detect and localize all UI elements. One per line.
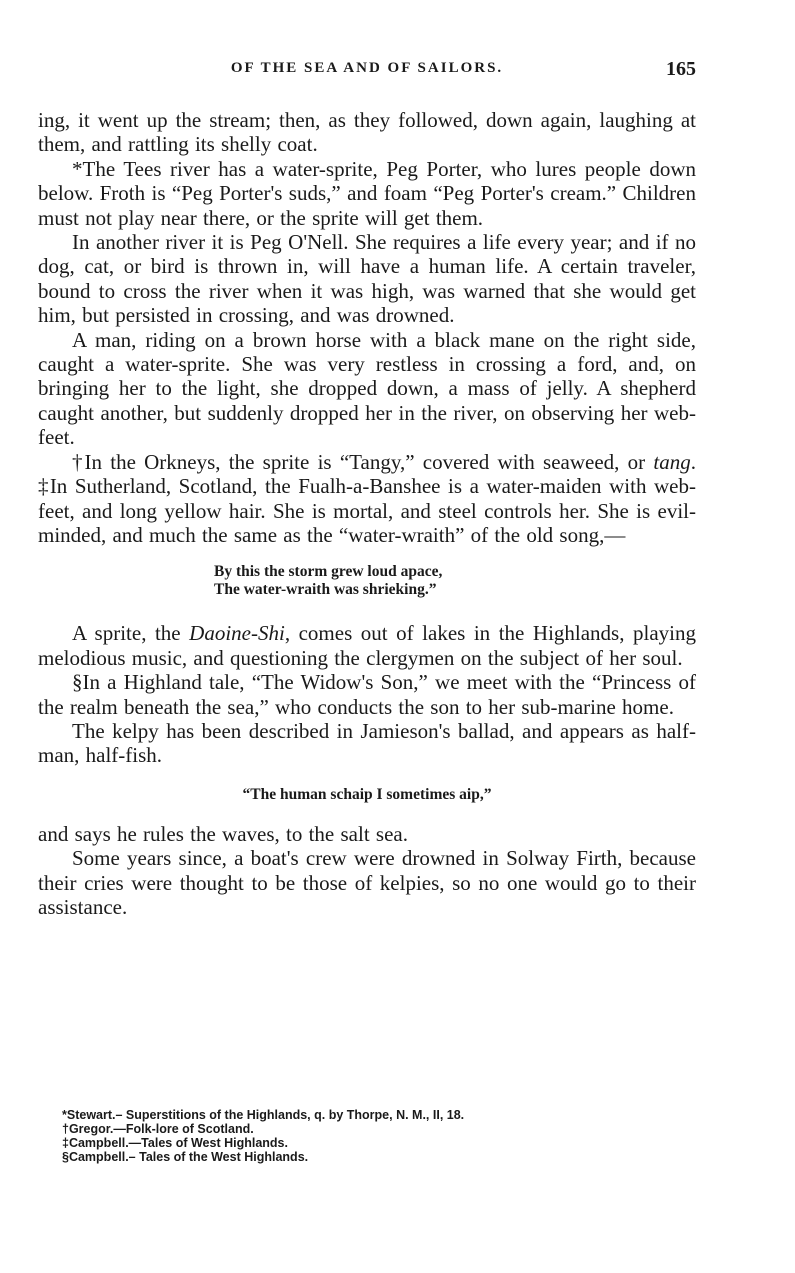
page-body [38, 108, 696, 919]
footnote-3: ‡Campbell.—Tales of West Highlands. [62, 1136, 288, 1150]
verse-line-2: The water-wraith was shrieking.” [214, 581, 437, 599]
running-title: OF THE SEA AND OF SAILORS. [230, 60, 504, 76]
paragraph-8: The kelpy has been described in Jamieson's ballad, and appears as half-man, half-fish. [38, 718, 696, 768]
paragraph-6 [38, 621, 696, 670]
footnote-1: *Stewart.– Superstitions of the Highlands, q. by Thorpe, N. M., II, 18. [62, 1108, 465, 1122]
paragraph-6-emphasis: Daoine-Shi [189, 621, 285, 646]
paragraph-6-text-a: A sprite, the [72, 621, 190, 646]
footnote-2: †Gregor.—Folk-lore of Scotland. [62, 1122, 254, 1136]
paragraph-5-text-a: †In the Orkneys, the sprite is “Tangy,” covered with seaweed, or [72, 449, 654, 474]
footnote-4: §Campbell.– Tales of the West Highlands. [62, 1150, 309, 1164]
footnotes [62, 1108, 702, 1164]
paragraph-5-emphasis: tang [653, 449, 691, 474]
paragraph-5-text-b: . ‡In Sutherland, Scotland, the Fualh-a-Banshee is a water-maiden with web-feet, and long yellow hair. She is mortal, and steel controls her. She is evil-minded, and much the same as the “water-wraith” of the old song,— [38, 449, 696, 547]
paragraph-2: *The Tees river has a water-sprite, Peg Porter, who lures people down below. Froth is “Peg Porter's suds,” and foam “Peg Porter's cream.” Children must not play near there, or the sprite will get them. [38, 156, 696, 230]
paragraph-7: §In a Highland tale, “The Widow's Son,” we meet with the “Princess of the realm beneath the sea,” who conducts the son to her sub-marine home. [38, 670, 696, 719]
page-number: 165 [666, 58, 696, 80]
paragraph-6-text-b: , comes out of lakes in the Highlands, playing melodious music, and questioning the clergymen on the subject of her soul. [38, 621, 696, 670]
verse-line-1: By this the storm grew loud apace, [214, 563, 443, 581]
verse-quote-2: “The human schaip I sometimes aip,” [242, 785, 492, 803]
paragraph-4: A man, riding on a brown horse with a black mane on the right side, caught a water-sprite. She was very restless in crossing a ford, and, on bringing her to the light, she dropped down, a mass of jelly. A shepherd caught another, but suddenly dropped her in the river, on observing her web-feet. [38, 327, 696, 450]
paragraph-9: and says he rules the waves, to the salt sea. [38, 821, 408, 846]
paragraph-3: In another river it is Peg O'Nell. She requires a life every year; and if no dog, cat, or bird is thrown in, will have a human life. A certain traveler, bound to cross the river when it was high, was warned that she would get him, but persisted in crossing, and was drowned. [38, 230, 696, 328]
page-header [38, 58, 696, 88]
verse-quote-1 [214, 563, 696, 599]
paragraph-10: Some years since, a boat's crew were drowned in Solway Firth, because their cries were thought to be those of kelpies, so no one would go to their assistance. [38, 846, 696, 919]
paragraph-1: ing, it went up the stream; then, as they followed, down again, laughing at them, and rattling its shelly coat. [38, 108, 696, 157]
paragraph-5 [38, 450, 696, 548]
